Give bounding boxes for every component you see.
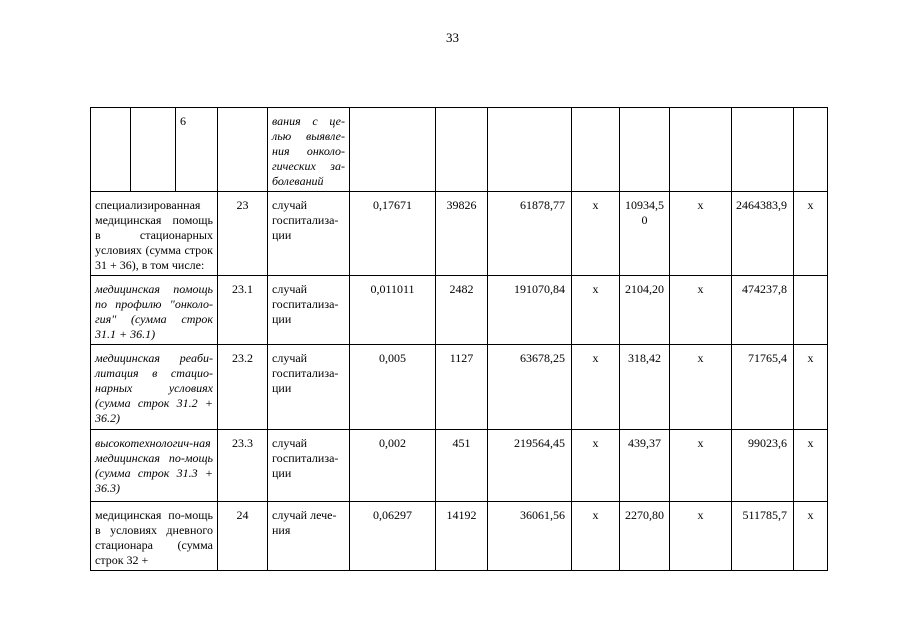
cell-empty [794, 108, 828, 192]
cell-empty [350, 108, 436, 192]
row-name-cell [91, 345, 218, 430]
value-1: 451 [436, 430, 488, 502]
row-name: специализированная медицинская помощь в стационарных условиях (сумма строк 31 + 36), в том числе: [95, 198, 213, 272]
value-2: 36061,56 [488, 502, 572, 571]
cell-empty [488, 108, 572, 192]
norm-value: 0,011011 [350, 276, 436, 345]
value-4: 439,37 [620, 430, 670, 502]
row-name-cell [91, 276, 218, 345]
cell-empty [218, 108, 268, 192]
table-row [91, 345, 828, 430]
cell-empty [670, 108, 732, 192]
value-3: x [572, 345, 620, 430]
row-name-cell [91, 430, 218, 502]
value-3: x [572, 430, 620, 502]
page-number: 33 [446, 30, 459, 45]
cell-empty [732, 108, 794, 192]
cell-empty [436, 108, 488, 192]
row-name-cell [91, 502, 218, 571]
value-2: 191070,84 [488, 276, 572, 345]
value-6: 71765,4 [732, 345, 794, 430]
table-row-top [91, 108, 828, 192]
section-number-cell: 6 [176, 108, 218, 192]
table-row [91, 430, 828, 502]
unit: случай госпитализа-ции [268, 345, 350, 430]
row-name: медицинская по-мощь в условиях дневного стационара (сумма строк 32 + [95, 508, 213, 567]
value-2: 61878,77 [488, 192, 572, 276]
row-name: высокотехнологич-ная медицинская по-мощь (сумма строк 31.3 + 36.3) [95, 436, 213, 495]
value-5: x [670, 345, 732, 430]
value-7: x [794, 192, 828, 276]
value-2: 219564,45 [488, 430, 572, 502]
value-1: 1127 [436, 345, 488, 430]
value-4: 10934,5 0 [620, 192, 670, 276]
norm-value: 0,002 [350, 430, 436, 502]
value-7 [794, 276, 828, 345]
value-3: x [572, 502, 620, 571]
row-name: медицинская помощь по профилю "онколо-гия" (сумма строк 31.1 + 36.1) [95, 282, 213, 341]
value-1: 2482 [436, 276, 488, 345]
row-name: медицинская реаби-литация в стацио-нарных условиях (сумма строк 31.2 + 36.2) [95, 351, 213, 425]
value-7: x [794, 345, 828, 430]
line-number: 24 [218, 502, 268, 571]
value-2: 63678,25 [488, 345, 572, 430]
value-5: x [670, 502, 732, 571]
value-4: 2270,80 [620, 502, 670, 571]
cell-empty [131, 108, 176, 192]
unit: случай лече-ния [268, 502, 350, 571]
unit: случай госпитализа-ции [268, 430, 350, 502]
name-fragment-cell [268, 108, 350, 192]
line-number: 23.2 [218, 345, 268, 430]
value-5: x [670, 430, 732, 502]
value-4: 318,42 [620, 345, 670, 430]
value-1: 39826 [436, 192, 488, 276]
value-6: 474237,8 [732, 276, 794, 345]
value-5: x [670, 276, 732, 345]
line-number: 23.3 [218, 430, 268, 502]
table-row [91, 276, 828, 345]
table-row [91, 192, 828, 276]
value-4: 2104,20 [620, 276, 670, 345]
line-number: 23.1 [218, 276, 268, 345]
value-3: x [572, 276, 620, 345]
value-6: 99023,6 [732, 430, 794, 502]
unit: случай госпитализа-ции [268, 192, 350, 276]
table-row [91, 502, 828, 571]
value-1: 14192 [436, 502, 488, 571]
cell-empty [620, 108, 670, 192]
value-7: x [794, 502, 828, 571]
norm-value: 0,06297 [350, 502, 436, 571]
value-3: x [572, 192, 620, 276]
row-name-cell [91, 192, 218, 276]
norm-value: 0,17671 [350, 192, 436, 276]
value-5: x [670, 192, 732, 276]
cell-empty [572, 108, 620, 192]
norm-value: 0,005 [350, 345, 436, 430]
value-6: 511785,7 [732, 502, 794, 571]
value-6: 2464383,9 [732, 192, 794, 276]
tariff-table [90, 107, 828, 571]
unit: случай госпитализа-ции [268, 276, 350, 345]
name-fragment: вания с це-лью выявле-ния онколо-гических за-болеваний [272, 114, 345, 188]
value-7: x [794, 430, 828, 502]
cell-empty [91, 108, 131, 192]
line-number: 23 [218, 192, 268, 276]
